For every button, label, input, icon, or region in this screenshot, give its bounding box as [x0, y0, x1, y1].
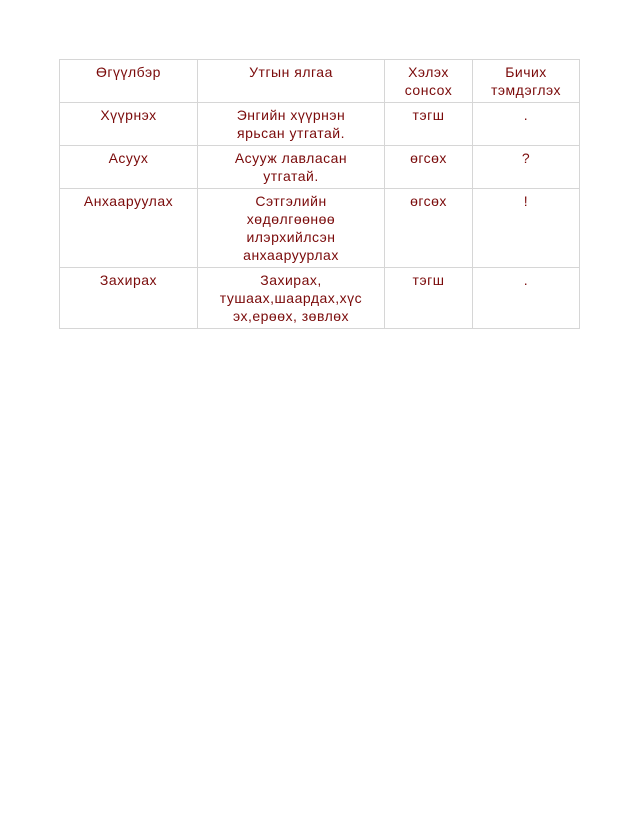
header-sentence: Өгүүлбэр: [60, 60, 198, 103]
cell-intonation: өгсөх: [385, 189, 473, 268]
table-row: [60, 268, 580, 329]
cell-sentence: Анхааруулах: [60, 189, 198, 268]
cell-meaning: Захирах, тушаах,шаардах,хүс эх,ерөөх, зөвлөх: [198, 268, 385, 329]
cell-sentence: Асуух: [60, 146, 198, 189]
table-header-row: [60, 60, 580, 103]
cell-sentence: Захирах: [60, 268, 198, 329]
table-row: [60, 146, 580, 189]
sentence-types-table: [59, 59, 580, 329]
cell-sentence: Хүүрнэх: [60, 103, 198, 146]
cell-intonation: тэгш: [385, 103, 473, 146]
table-row: [60, 103, 580, 146]
header-writing-punctuation: Бичих тэмдэглэх: [473, 60, 580, 103]
cell-punctuation: .: [473, 268, 580, 329]
cell-intonation: өгсөх: [385, 146, 473, 189]
cell-meaning: Энгийн хүүрнэн ярьсан утгатай.: [198, 103, 385, 146]
header-meaning-difference: Утгын ялгаа: [198, 60, 385, 103]
cell-meaning: Сэтгэлийн хөдөлгөөнөө илэрхийлсэн анхааруурлах: [198, 189, 385, 268]
cell-punctuation: .: [473, 103, 580, 146]
cell-punctuation: !: [473, 189, 580, 268]
cell-punctuation: ?: [473, 146, 580, 189]
cell-intonation: тэгш: [385, 268, 473, 329]
cell-meaning: Асууж лавласан утгатай.: [198, 146, 385, 189]
header-speaking-listening: Хэлэх сонсох: [385, 60, 473, 103]
table-row: [60, 189, 580, 268]
